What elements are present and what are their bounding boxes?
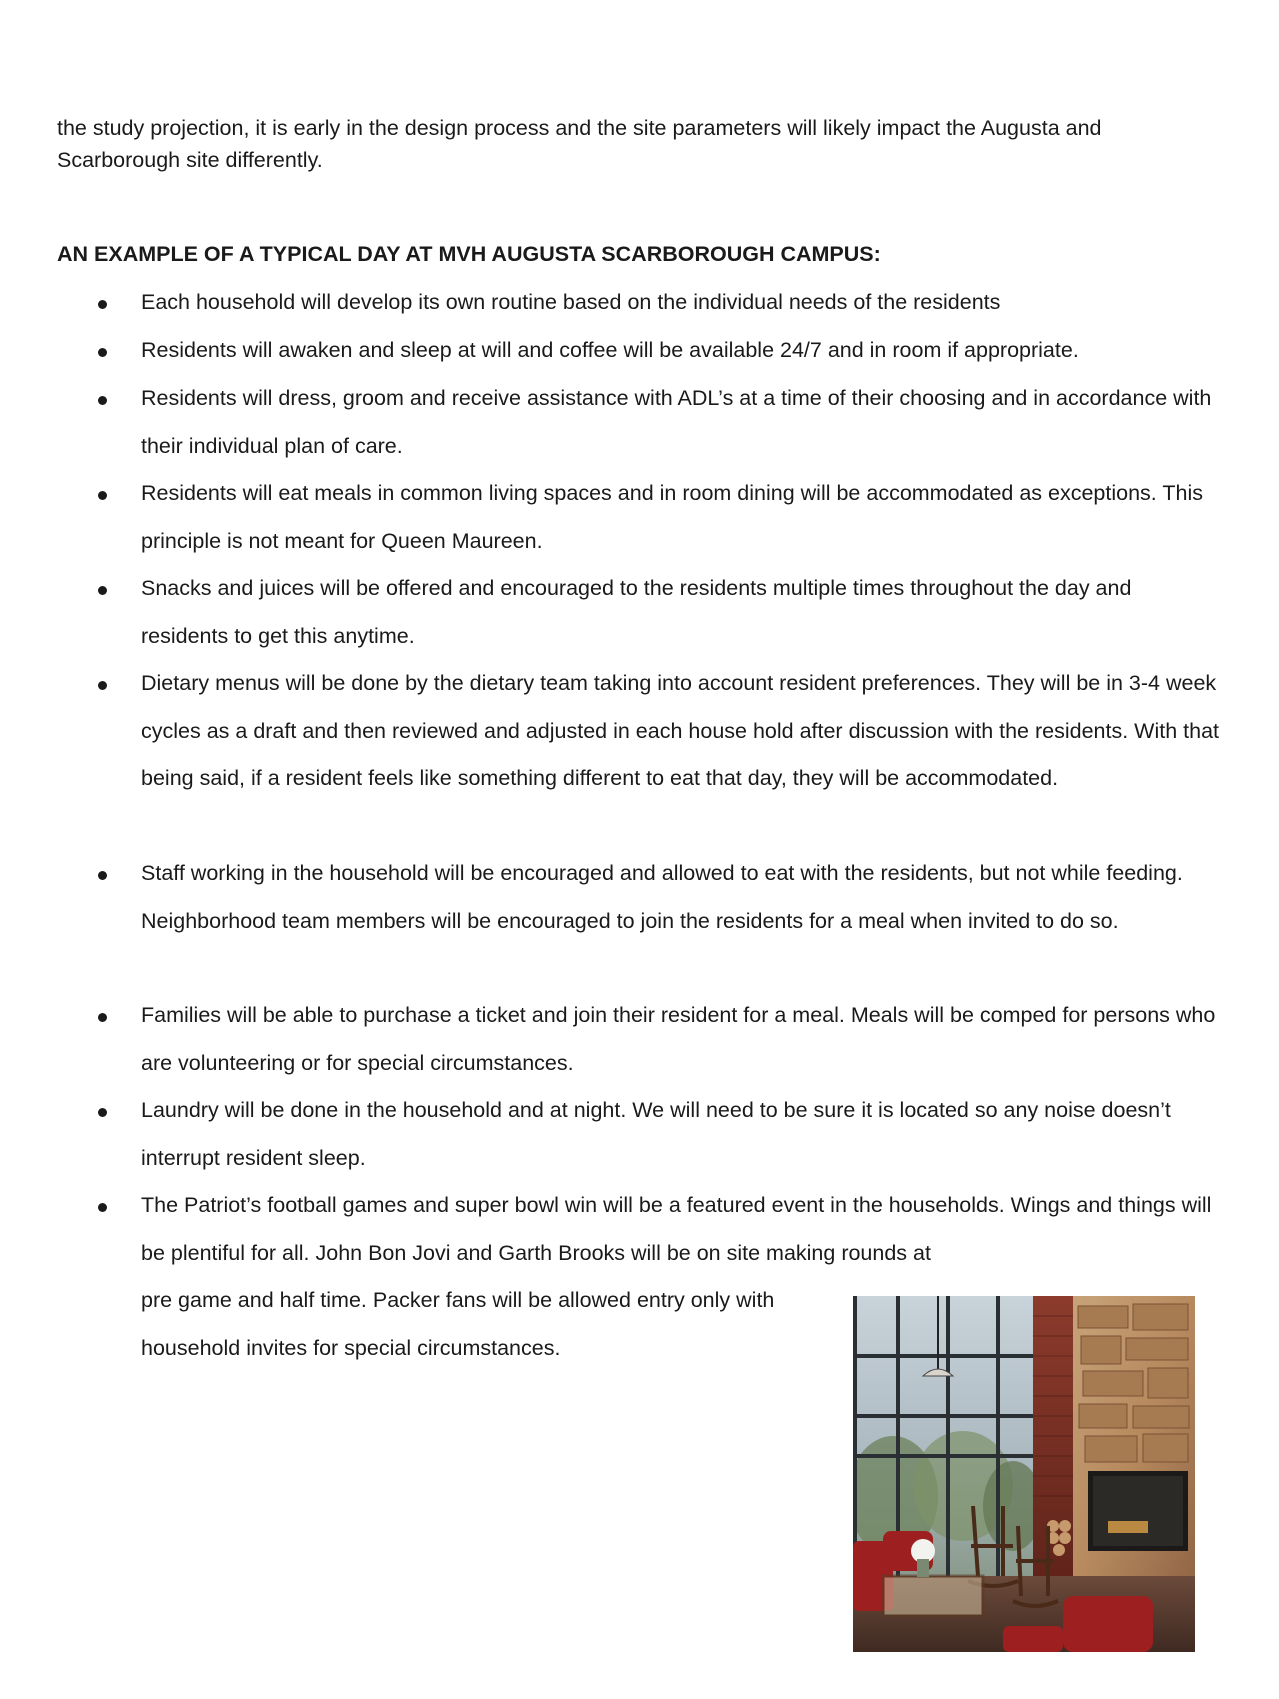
list-item-text: Snacks and juices will be offered and encouraged to the residents multiple times throughout the day and residents to get this anytime. xyxy=(141,576,1132,648)
list-item-text: The Patriot’s football games and super bowl win will be a featured event in the households. Wings and things will be plentiful for all. John Bon Jovi and Garth Brooks will be on site making rounds at xyxy=(141,1193,1212,1265)
list-item-text: Families will be able to purchase a ticket and join their resident for a meal. Meals will be comped for persons who are volunteering or for special circumstances. xyxy=(141,1003,1216,1075)
intro-paragraph: the study projection, it is early in the design process and the site parameters will likely impact the Augusta and Scarborough site differently. xyxy=(57,116,1102,172)
section-heading: AN EXAMPLE OF A TYPICAL DAY AT MVH AUGUSTA SCARBOROUGH CAMPUS: xyxy=(57,242,881,266)
bullet-icon xyxy=(98,1013,107,1022)
bullet-icon xyxy=(98,348,107,357)
bullet-icon xyxy=(98,396,107,405)
list-item-text: Dietary menus will be done by the dietary team taking into account resident preferences. They will be in 3-4 week cycles as a draft and then reviewed and adjusted in each house hold after discussion with the residents. With that being said, if a resident feels like something different to eat that day, they will be accommodated. xyxy=(141,671,1220,790)
lounge-photo xyxy=(853,1296,1195,1652)
bullet-icon xyxy=(98,1203,107,1212)
list-item-text: Residents will dress, groom and receive assistance with ADL’s at a time of their choosing and in accordance with their individual plan of care. xyxy=(141,386,1212,458)
bullet-icon xyxy=(98,1108,107,1117)
list-item-text: Residents will eat meals in common living spaces and in room dining will be accommodated as exceptions. This principle is not meant for Queen Maureen. xyxy=(141,481,1203,553)
list-item-text: Laundry will be done in the household and at night. We will need to be sure it is located so any noise doesn’t interrupt resident sleep. xyxy=(141,1098,1171,1170)
list-item-text: Residents will awaken and sleep at will and coffee will be available 24/7 and in room if appropriate. xyxy=(141,338,1079,362)
list-item-text: Staff working in the household will be encouraged and allowed to eat with the residents, but not while feeding. Neighborhood team members will be encouraged to join the residents for a meal when invited to do so. xyxy=(141,861,1183,933)
bullet-icon xyxy=(98,586,107,595)
bullet-icon xyxy=(98,681,107,690)
list-item-text: Each household will develop its own routine based on the individual needs of the residents xyxy=(141,290,1001,314)
bullet-icon xyxy=(98,871,107,880)
list-item-text-continued: pre game and half time. Packer fans will be allowed entry only with household invites for special circumstances. xyxy=(141,1288,775,1360)
bullet-icon xyxy=(98,300,107,309)
bullet-icon xyxy=(98,491,107,500)
